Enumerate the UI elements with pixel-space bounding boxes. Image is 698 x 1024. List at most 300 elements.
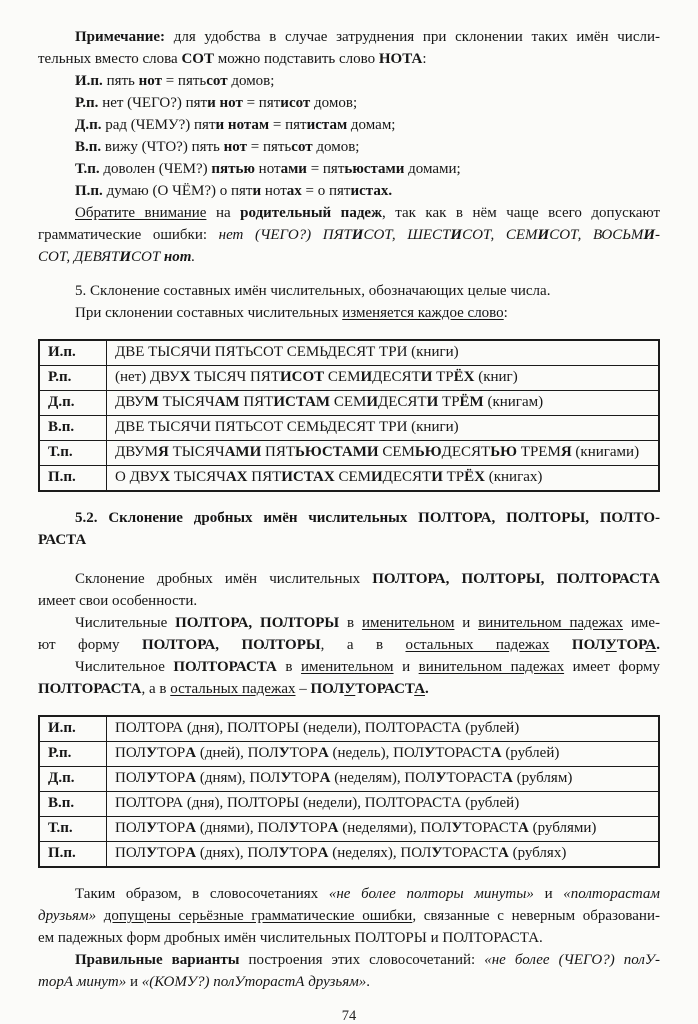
declension-form-cell <box>107 817 660 842</box>
text-segment: Числительное <box>75 659 174 675</box>
text-segment: ТОР <box>157 770 186 786</box>
table-row <box>39 716 659 742</box>
text-segment: У <box>146 745 158 761</box>
text-segment: родительный падеж <box>240 205 382 221</box>
case-example-list <box>38 70 660 202</box>
text-segment: У <box>288 820 300 836</box>
text-segment: И <box>426 394 439 410</box>
text-segment: ТОР <box>291 770 320 786</box>
text-segment: А <box>185 745 197 761</box>
table-row <box>39 366 659 391</box>
text-line <box>38 883 660 905</box>
text-segment: Х <box>179 369 191 385</box>
declension-form-cell <box>107 340 660 366</box>
table-row <box>39 466 659 492</box>
text-segment: пять <box>102 73 139 89</box>
text-line <box>38 971 660 993</box>
text-segment: Р.п. <box>75 95 99 111</box>
text-segment: А <box>185 820 197 836</box>
text-segment: остальных падежах <box>170 681 296 697</box>
case-label-cell <box>39 792 107 817</box>
text-segment: винительном падежах <box>478 615 623 631</box>
case-label-cell <box>39 842 107 868</box>
text-segment: СЕМ <box>330 394 367 410</box>
text-segment: В.п. <box>75 139 102 155</box>
text-segment: и <box>207 95 216 111</box>
table-row <box>39 742 659 767</box>
text-segment: ТОР <box>289 745 318 761</box>
text-line <box>38 92 660 114</box>
text-segment: (рублям) <box>512 770 573 786</box>
declension-form-cell <box>107 767 660 792</box>
text-segment: ах <box>286 183 302 199</box>
text-segment: ТР <box>432 369 454 385</box>
text-segment: ТЫСЯЧ <box>158 394 215 410</box>
text-line <box>38 590 660 612</box>
text-segment: , так как в нём чаще всего допускают <box>381 205 661 221</box>
text-line <box>38 280 660 302</box>
text-segment: ТОР <box>157 745 186 761</box>
text-line <box>38 26 660 48</box>
text-segment: и <box>215 117 225 133</box>
text-segment: ем падежных форм дробных имён числительных ПОЛТОРЫ и ПОЛТОРАСТА. <box>38 930 543 946</box>
text-segment: А <box>497 845 509 861</box>
text-segment: Т.п. <box>48 820 73 836</box>
text-segment: нет (ЧЕГО?) пят <box>98 95 208 111</box>
text-segment: = пят <box>242 95 281 111</box>
text-segment: ДВУМ <box>115 444 158 460</box>
case-label-cell <box>39 340 107 366</box>
note-paragraph <box>38 26 660 70</box>
declension-form-cell <box>107 441 660 466</box>
text-segment <box>96 908 104 924</box>
table-row <box>39 391 659 416</box>
case-label-cell <box>39 817 107 842</box>
text-segment: ИСТАХ <box>281 469 335 485</box>
table-row <box>39 842 659 868</box>
text-segment: остальных падежах <box>405 637 550 653</box>
text-segment: друзьям» <box>38 908 97 924</box>
text-segment: ПОЛТОРА, ПОЛТОРЫ <box>141 637 321 653</box>
text-segment: (недель), ПОЛ <box>328 745 425 761</box>
text-segment: И <box>119 249 131 265</box>
text-segment: У <box>146 820 158 836</box>
section-5-paragraph <box>38 280 660 324</box>
text-segment: домов; <box>310 95 358 111</box>
text-segment: (днями), ПОЛ <box>196 820 289 836</box>
correct-variants-paragraph <box>38 949 660 993</box>
text-segment: ДВЕ ТЫСЯЧИ ПЯТЬСОТ СЕМЬДЕСЯТ ТРИ (книги) <box>115 344 459 360</box>
text-line <box>38 70 660 92</box>
text-segment: домам; <box>347 117 396 133</box>
text-segment: . <box>425 681 429 697</box>
text-segment: Д.п. <box>48 770 75 786</box>
text-segment: П.п. <box>75 183 103 199</box>
table-poltora-declension <box>38 715 660 868</box>
text-segment: ПОЛ <box>115 820 147 836</box>
text-segment: У <box>424 745 436 761</box>
text-segment: В.п. <box>48 795 75 811</box>
case-label-cell <box>39 716 107 742</box>
text-segment: и <box>454 615 479 631</box>
text-segment: . <box>656 637 660 653</box>
table-compound-declension <box>38 339 660 492</box>
text-segment: : <box>503 305 508 321</box>
declension-form-cell <box>107 416 660 441</box>
text-segment: и <box>533 886 564 902</box>
case-label-cell <box>39 416 107 441</box>
text-segment: ЁМ <box>459 394 484 410</box>
text-segment: 5. Склонение составных имён числительных, обозначающих целые числа. <box>75 283 551 299</box>
text-segment: ТР <box>442 469 465 485</box>
text-segment: пятью <box>211 161 255 177</box>
text-segment: АХ <box>225 469 248 485</box>
text-line <box>38 158 660 180</box>
text-segment: У <box>451 820 463 836</box>
text-segment: ами <box>280 161 307 177</box>
text-segment: При склонении составных числительных <box>75 305 343 321</box>
text-segment: ТОРАСТ <box>462 820 519 836</box>
text-segment: Я <box>157 444 169 460</box>
text-segment: Я <box>560 444 572 460</box>
text-segment: = пят <box>306 161 345 177</box>
text-segment: ДЕСЯТ <box>378 394 427 410</box>
text-segment: НОТА <box>378 51 423 67</box>
text-segment: ТОРАСТ <box>446 770 502 786</box>
text-segment: , а в <box>141 681 171 697</box>
declension-form-cell <box>107 366 660 391</box>
case-label-cell <box>39 441 107 466</box>
text-segment: торА минут» <box>38 974 127 990</box>
text-segment: «не более полторы минуты» <box>328 886 534 902</box>
case-label-cell <box>39 466 107 492</box>
text-segment: СЕМ <box>334 469 371 485</box>
text-segment: нот <box>254 161 281 177</box>
text-segment: И <box>370 469 383 485</box>
text-segment: , а в <box>320 637 406 653</box>
text-segment: СОТ <box>181 51 214 67</box>
declension-form-cell <box>107 716 660 742</box>
text-segment: СЕМ <box>378 444 415 460</box>
text-segment: Числительные <box>75 615 176 631</box>
text-segment: изменяется каждое слово <box>342 305 504 321</box>
text-segment: И <box>450 227 463 243</box>
text-segment: У <box>431 845 443 861</box>
text-segment: У <box>278 845 290 861</box>
text-segment: И <box>351 227 364 243</box>
text-segment: У <box>146 770 158 786</box>
text-segment: Р.п. <box>48 745 72 761</box>
text-segment: А <box>490 745 502 761</box>
table-compound-declension-grid <box>38 339 660 492</box>
text-segment: тельных вместо слова <box>38 51 182 67</box>
text-line <box>38 180 660 202</box>
text-segment: ПЯТ <box>247 469 282 485</box>
text-segment: сот <box>206 73 228 89</box>
text-segment: «не более (ЧЕГО?) полУ- <box>484 952 660 968</box>
text-segment: СОТ, ДЕВЯТ <box>38 249 120 265</box>
text-segment: ИСОТ <box>279 369 325 385</box>
text-segment: ИСТАМ <box>273 394 331 410</box>
text-segment: А <box>501 770 513 786</box>
case-label-cell <box>39 767 107 792</box>
poltora-intro-paragraph <box>38 568 660 612</box>
text-segment: И.п. <box>48 344 76 360</box>
text-segment: (дням), ПОЛ <box>196 770 281 786</box>
text-segment: ПЯТ <box>239 394 274 410</box>
text-segment: ЬЮСТАМИ <box>295 444 379 460</box>
text-segment: ДЕСЯТ <box>372 369 421 385</box>
text-line <box>38 246 660 268</box>
text-segment: А <box>317 845 329 861</box>
text-line <box>38 634 660 656</box>
text-segment: на <box>206 205 241 221</box>
text-segment: грамматические ошибки: <box>38 227 219 243</box>
text-segment: АМ <box>214 394 240 410</box>
text-segment: СОТ, СЕМ <box>462 227 538 243</box>
text-segment: Таким образом, в словосочетаниях <box>75 886 329 902</box>
text-segment: истах. <box>350 183 393 199</box>
text-segment: ЁХ <box>464 469 485 485</box>
text-segment: И <box>643 227 655 243</box>
text-segment: Склонение дробных имён числительных <box>75 571 373 587</box>
text-segment: А <box>185 770 197 786</box>
text-segment: и <box>126 974 142 990</box>
text-line <box>38 48 660 70</box>
text-segment: ПОЛТОРАСТА <box>38 681 142 697</box>
text-segment: ТОР <box>157 845 186 861</box>
text-segment: «полторастам <box>563 886 660 902</box>
text-segment: = о пят <box>301 183 351 199</box>
text-segment: именительном <box>301 659 394 675</box>
text-line <box>38 568 660 590</box>
text-segment: И <box>537 227 550 243</box>
text-segment: ПОЛ <box>115 745 147 761</box>
text-segment: : <box>422 51 427 67</box>
text-segment <box>549 637 571 653</box>
table-row <box>39 340 659 366</box>
text-segment: для удобства в случае затруднения при склонении таких имён числи- <box>165 29 660 45</box>
text-segment: сот <box>291 139 313 155</box>
text-segment: ПОЛТОРА (дня), ПОЛТОРЫ (недели), ПОЛТОРАСТА (рублей) <box>115 720 520 736</box>
text-segment: А <box>645 637 657 653</box>
table-row <box>39 441 659 466</box>
text-segment: Д.п. <box>75 117 102 133</box>
text-segment: А <box>317 745 329 761</box>
text-line <box>38 136 660 158</box>
text-segment: (дней), ПОЛ <box>196 745 279 761</box>
table-row <box>39 792 659 817</box>
text-segment: (неделями), ПОЛ <box>338 820 452 836</box>
declension-form-cell <box>107 391 660 416</box>
text-segment: . <box>191 249 196 265</box>
text-segment: (книгами) <box>571 444 640 460</box>
text-segment: Д.п. <box>48 394 75 410</box>
text-segment: = пять <box>246 139 292 155</box>
text-segment: нот <box>163 249 192 265</box>
case-label-cell <box>39 366 107 391</box>
text-segment: СЕМ <box>324 369 361 385</box>
text-segment: домов; <box>312 139 360 155</box>
text-segment: ПОЛ <box>310 681 345 697</box>
text-segment: имеет форму <box>564 659 661 675</box>
text-segment: в <box>339 615 362 631</box>
text-segment: (днях), ПОЛ <box>196 845 279 861</box>
text-segment: в <box>276 659 302 675</box>
text-segment: ПОЛ <box>571 637 606 653</box>
text-segment: истам <box>306 117 348 133</box>
text-segment: ТОРАСТ <box>435 745 491 761</box>
text-segment: Т.п. <box>48 444 73 460</box>
text-segment: ТР <box>438 394 460 410</box>
text-segment: , связанные с неверным образовани- <box>412 908 660 924</box>
text-line <box>38 949 660 971</box>
case-label-cell <box>39 742 107 767</box>
table-row <box>39 817 659 842</box>
text-segment: (книг) <box>474 369 518 385</box>
text-segment: ДЕСЯТ <box>382 469 432 485</box>
text-segment: ТЫСЯЧ ПЯТ <box>190 369 280 385</box>
text-segment: А <box>327 820 339 836</box>
text-segment: = пят <box>269 117 307 133</box>
text-segment: ПОЛТОРАСТА <box>173 659 277 675</box>
text-segment: ТОР <box>616 637 646 653</box>
text-segment: И.п. <box>75 73 103 89</box>
table-row <box>39 767 659 792</box>
text-segment: РАСТА <box>38 532 87 548</box>
text-segment: (неделях), ПОЛ <box>328 845 432 861</box>
text-line <box>38 224 660 246</box>
declension-form-cell <box>107 842 660 868</box>
text-segment: У <box>278 745 290 761</box>
text-segment: М <box>144 394 159 410</box>
text-segment: (нет) ДВУ <box>115 369 180 385</box>
text-segment: В.п. <box>48 419 75 435</box>
text-segment: А <box>185 845 197 861</box>
text-segment: ПОЛТОРА, ПОЛТОРЫ, ПОЛТОРАСТА <box>372 571 660 587</box>
poltorasta-paragraph <box>38 656 660 700</box>
text-segment: У <box>344 681 356 697</box>
table-row <box>39 416 659 441</box>
text-segment: нот <box>219 95 243 111</box>
text-segment: И.п. <box>48 720 76 736</box>
text-segment: ТОРАСТ <box>355 681 415 697</box>
text-segment: ДЕСЯТ <box>441 444 491 460</box>
text-segment: нет (ЧЕГО?) ПЯТ <box>218 227 352 243</box>
text-segment: П.п. <box>48 845 76 861</box>
text-segment: имеет свои особенности. <box>38 593 198 609</box>
text-segment: ДВЕ ТЫСЯЧИ ПЯТЬСОТ СЕМЬДЕСЯТ ТРИ (книги) <box>115 419 459 435</box>
declension-form-cell <box>107 466 660 492</box>
text-segment: - <box>654 227 660 243</box>
text-segment: А <box>518 820 529 836</box>
text-segment: ПОЛ <box>115 770 147 786</box>
text-segment: ЬЮ <box>490 444 518 460</box>
text-segment: нот <box>138 73 162 89</box>
text-segment: ТОР <box>299 820 328 836</box>
text-segment: (книгам) <box>483 394 544 410</box>
table-poltora-declension-grid <box>38 715 660 868</box>
text-line <box>38 529 660 551</box>
text-segment: можно подставить слово <box>213 51 379 67</box>
text-segment: и <box>252 183 262 199</box>
text-segment: ТОР <box>289 845 318 861</box>
text-segment: ьюстами <box>344 161 405 177</box>
text-segment: ТЫСЯЧ <box>168 444 225 460</box>
text-segment: СОТ, ВОСЬМ <box>549 227 644 243</box>
text-line <box>38 678 660 700</box>
text-segment: У <box>280 770 292 786</box>
text-line <box>38 302 660 324</box>
text-segment: П.п. <box>48 469 76 485</box>
page-number: 74 <box>341 1008 357 1024</box>
text-segment: Обратите внимание <box>75 205 207 221</box>
text-segment: СОТ <box>130 249 164 265</box>
text-segment: И <box>431 469 443 485</box>
text-line <box>38 507 660 529</box>
text-segment: ТОРАСТ <box>442 845 498 861</box>
text-line <box>38 905 660 927</box>
declension-form-cell <box>107 792 660 817</box>
text-line <box>38 114 660 136</box>
text-segment: 5.2. Склонение дробных имён числительных ПОЛТОРА, ПОЛТОРЫ, ПОЛТО- <box>75 510 660 526</box>
text-segment: (книгах) <box>485 469 543 485</box>
text-segment: ПОЛ <box>115 845 147 861</box>
text-segment: рад (ЧЕМУ?) пят <box>101 117 216 133</box>
text-segment: именительном <box>361 615 455 631</box>
text-segment: ТРЕМ <box>517 444 561 460</box>
text-segment: ПОЛТОРА (дня), ПОЛТОРЫ (недели), ПОЛТОРАСТА (рублей) <box>115 795 520 811</box>
text-segment: О ДВУ <box>115 469 160 485</box>
text-segment: ПОЛТОРА, ПОЛТОРЫ <box>175 615 340 631</box>
text-segment: домами; <box>404 161 461 177</box>
case-label-cell <box>39 391 107 416</box>
text-segment: и <box>393 659 419 675</box>
section-5-2-heading <box>38 507 660 551</box>
conclusion-paragraph <box>38 883 660 949</box>
declension-form-cell <box>107 742 660 767</box>
document-content <box>38 26 660 993</box>
text-segment: ДВУ <box>115 394 145 410</box>
text-segment: – <box>295 681 311 697</box>
text-segment: нот <box>261 183 287 199</box>
text-segment: домов; <box>227 73 275 89</box>
text-segment: доволен (ЧЕМ?) <box>99 161 212 177</box>
text-segment: ТЫСЯЧ <box>170 469 226 485</box>
text-segment: (рублях) <box>508 845 567 861</box>
text-segment: А <box>414 681 426 697</box>
text-line <box>38 202 660 224</box>
text-segment: У <box>146 845 158 861</box>
text-segment: ПЯТ <box>261 444 296 460</box>
text-line <box>38 612 660 634</box>
text-segment: У <box>435 770 447 786</box>
text-segment: ют форму <box>38 637 142 653</box>
text-segment: нот <box>223 139 247 155</box>
text-segment: И <box>366 394 379 410</box>
text-segment: Т.п. <box>75 161 100 177</box>
text-segment: А <box>319 770 331 786</box>
text-segment: име- <box>622 615 660 631</box>
text-segment: И <box>360 369 373 385</box>
text-segment: Х <box>159 469 171 485</box>
poltora-cases-paragraph <box>38 612 660 656</box>
text-segment: Правильные варианты <box>75 952 240 968</box>
text-line <box>38 656 660 678</box>
text-segment: Примечание: <box>75 29 166 45</box>
text-segment: И <box>420 369 433 385</box>
text-segment: думаю (О ЧЁМ?) о пят <box>102 183 253 199</box>
